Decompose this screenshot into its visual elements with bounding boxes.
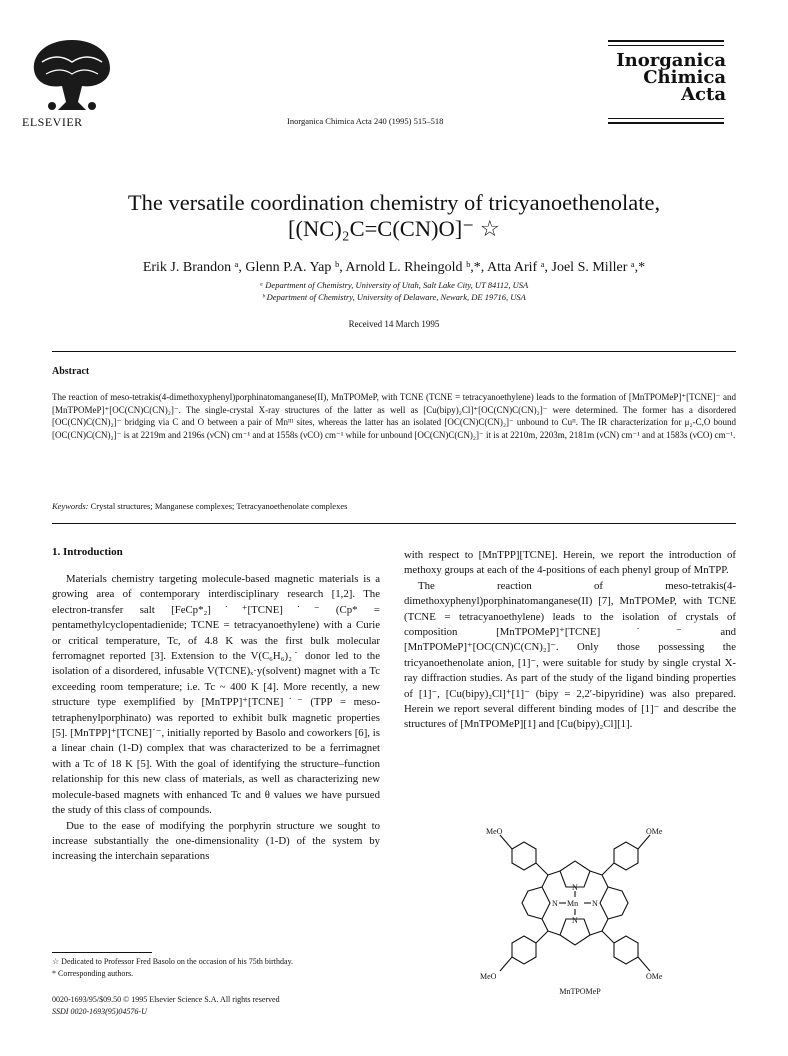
left-column: [52, 572, 380, 865]
right-column: [404, 548, 736, 733]
author-list: Erik J. Brandon ᵃ, Glenn P.A. Yap ᵇ, Arnold L. Rheingold ᵇ,*, Atta Arif ᵃ, Joel S. Miller ᵃ,*: [142, 260, 646, 275]
label-n-left: N: [552, 899, 558, 908]
footnote-dedication: ☆ Dedicated to Professor Fred Basolo on the occasion of his 75th birthday.: [52, 957, 294, 966]
phenyl-ring-top-left: [512, 842, 536, 870]
porphyrin-structure-figure: [470, 825, 680, 985]
intro-paragraph-1: Materials chemistry targeting molecule-based magnetic materials is a growing area of contemporary interdisciplinary research [1,2]. The electron-transfer salt [FeCp*₂]˙⁺[TCNE]˙⁻ (Cp* = pentamethylcyclopentadienide; TCNE = tetracyanoethylene) with a Curie or critical temperature, Tc, of 4.8 K was the first bulk molecular ferromagnet reported [3]. Extension to the V(C₆H₆)₂˙ donor led to the isolation of a disordered, infusable V(TCNE)ₓ·y(solvent) magnet with a Tc exceeding room temperature; i.e. Tc ~ 400 K [4]. More recently, a new structure type exemplified by [MnTPP]⁺[TCNE]˙⁻ (TPP = meso-tetraphenylporphinato) was reported to exhibit bulk magnetic properties [5]. [MnTPP]⁺[TCNE]˙⁻, initially reported by Basolo and coworkers [6], is a linear chain (1-D) complex that was characterized to be a ferrimagnet with a Tc of 18 K [5]. With the goal of identifying the structure–function relationship for this new class of materials, as well as characterizing new molecule-based magnets with enhanced Tc and θ values we have pursued the study of this class of compounds.: [52, 573, 380, 817]
abstract-rule-top: [52, 351, 736, 352]
pyrrole-left: [522, 887, 550, 919]
phenyl-ring-top-right: [614, 842, 638, 870]
issn-line: 0020-1693/95/$09.50 © 1995 Elsevier Science S.A. All rights reserved: [52, 995, 280, 1004]
label-n-right: N: [592, 899, 598, 908]
figure-label: MnTPOMeP: [559, 987, 601, 996]
publisher-name: ELSEVIER: [22, 115, 83, 129]
label-meo-bottom-left: MeO: [480, 972, 497, 981]
right-paragraph-1: with respect to [MnTPP][TCNE]. Herein, we report the introduction of methoxy groups at each of the 4-positions of each phenyl group of MnTPP.: [404, 549, 736, 577]
abstract-heading: Abstract: [52, 366, 90, 377]
affiliation-b: ᵇ Department of Chemistry, University of Delaware, Newark, DE 19716, USA: [262, 292, 526, 302]
intro-paragraph-2: Due to the ease of modifying the porphyrin structure we sought to increase substantially the one-dimensionality (1-D) of the system by increasing the interchain separations: [52, 819, 380, 863]
article-title-line2: [(NC)₂C=C(CN)O]⁻ ☆: [288, 216, 500, 241]
keywords-list: Crystal structures; Manganese complexes; Tetracyanoethenolate complexes: [90, 501, 348, 511]
pyrrole-right: [600, 887, 628, 919]
abstract-text: The reaction of meso-tetrakis(4-dimethoxyphenyl)porphinatomanganese(II), MnTPOMeP, with TCNE (TCNE = tetracyanoethylene) leads to the formation of [MnTPOMeP]⁺[TCNE]⁻ and [MnTPOMeP]⁺[OC(CN)C(CN)₂]⁻. The single-crystal X-ray structures of the latter as well as [Cu(bipy)₂Cl]⁺[OC(CN)C(CN)₂]⁻ were determined. The former has a disordered [OC(CN)C(CN)₂]⁻ bridging via C and O between a pair of Mnᴵᴵᴵ sites, whereas the latter has an isolated [OC(CN)C(CN)₂]⁻ unbound to Cuᴵᴵ. The IR characterization for μ₂-C,O bound [OC(CN)C(CN)₂]⁻ is at 2219m and 2196s (νCN) cm⁻¹ and at 1558s (νCO) cm⁻¹ while for unbound [OC(CN)C(CN)₂]⁻ it is at 2210m, 2203m, 2181m (νCN) cm⁻¹ and at 1583s (νCO) cm⁻¹.: [52, 392, 736, 440]
brand-rule-top-thin: [608, 45, 724, 46]
affiliation-a: ᵃ Department of Chemistry, University of Utah, Salt Lake City, UT 84112, USA: [259, 280, 529, 290]
article-title: [22, 190, 766, 242]
label-ome-top-right: OMe: [646, 827, 663, 836]
label-n-bottom: N: [572, 916, 578, 925]
right-paragraph-2: The reaction of meso-tetrakis(4-dimethoxyphenyl)porphinatomanganese(II) [7], MnTPOMeP, with TCNE (TCNE = tetracyanoethylene) leads to the isolation of crystals of composition [MnTPOMeP]⁺[TCNE]˙⁻ and [MnTPOMeP]⁺[OC(CN)C(CN)₂]⁻. Only those possessing the tricyanoethenolate anion, [1]⁻, were suitable for study by single crystal X-ray diffraction studies. As part of the study of the ligand binding properties of [1]⁻, [Cu(bipy)₂Cl]⁺[1]⁻ (bipy = 2,2′-bipyridine) was also prepared. Herein we report several different binding modes of [1]⁻ and describe the structures of [MnTPOMeP][1] and [Cu(bipy)₂Cl][1].: [404, 579, 736, 731]
keywords-label: Keywords:: [52, 501, 89, 511]
phenyl-ring-bottom-left: [512, 936, 536, 964]
label-mn: Mn: [567, 899, 579, 908]
label-meo-top-left: MeO: [486, 827, 503, 836]
footnote-rule: [52, 952, 152, 953]
brand-rule-bottom: [608, 118, 724, 119]
phenyl-ring-bottom-right: [614, 936, 638, 964]
abstract-rule-bottom: [52, 523, 736, 524]
journal-brand-line1: Inorganica: [616, 50, 726, 71]
label-ome-bottom-right: OMe: [646, 972, 663, 981]
ssdi-line: SSDI 0020-1693(95)04576-U: [52, 1007, 147, 1016]
label-n-top: N: [572, 883, 578, 892]
footnote-corresponding: * Corresponding authors.: [52, 969, 134, 978]
elsevier-tree-logo: [22, 32, 122, 114]
article-title-line1: The versatile coordination chemistry of tricyanoethenolate,: [127, 190, 661, 215]
brand-rule-bottom-thick: [608, 122, 724, 124]
brand-rule-top: [608, 40, 724, 42]
journal-brand-line2: Chimica Acta: [643, 67, 726, 105]
keywords: [52, 501, 736, 511]
journal-reference: Inorganica Chimica Acta 240 (1995) 515–518: [287, 116, 444, 126]
received-date: Received 14 March 1995: [348, 319, 440, 329]
journal-brand: [604, 52, 726, 103]
section-heading-introduction: 1. Introduction: [52, 546, 123, 558]
